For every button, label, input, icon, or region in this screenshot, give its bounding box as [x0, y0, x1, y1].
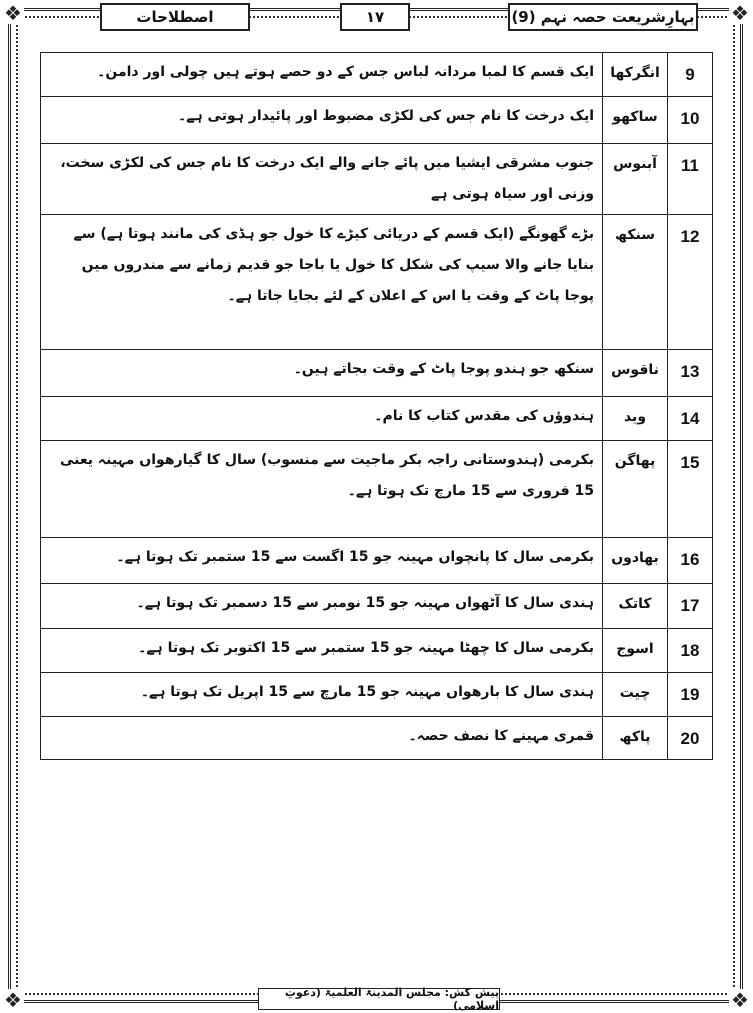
definition-cell: ہندوؤں کی مقدس کتاب کا نام۔ [41, 397, 603, 441]
table-row [41, 629, 713, 673]
row-number: 12 [668, 215, 713, 350]
table-row [41, 144, 713, 215]
table-row [41, 97, 713, 144]
term-cell: پاکھ [603, 717, 668, 760]
definition-cell: جنوب مشرقی ایشیا میں پائے جانے والے ایک درخت کا نام جس کی لکڑی سخت، وزنی اور سیاہ ہوتی ہے [41, 144, 603, 215]
definition-cell: ہندی سال کا آٹھواں مہینہ جو 15 نومبر سے 15 دسمبر تک ہوتا ہے۔ [41, 584, 603, 629]
row-number: 15 [668, 441, 713, 538]
row-number: 9 [668, 53, 713, 97]
table-row [41, 441, 713, 538]
ornament-corner-icon: ❖ [2, 989, 24, 1011]
table-row [41, 673, 713, 717]
ornament-corner-icon: ❖ [729, 2, 751, 24]
section-title: اصطلاحات [100, 3, 250, 31]
page-number: ۱۷ [340, 3, 410, 31]
table-row [41, 53, 713, 97]
row-number: 20 [668, 717, 713, 760]
table-row [41, 538, 713, 584]
term-cell: پھاگن [603, 441, 668, 538]
row-number: 19 [668, 673, 713, 717]
publisher-footer: پیش کش: مجلس المدینۃ العلمیۃ (دعوتِ اسلامی) [258, 988, 500, 1010]
row-number: 10 [668, 97, 713, 144]
term-cell: ناقوس [603, 350, 668, 397]
glossary-table [40, 52, 713, 760]
table-row [41, 350, 713, 397]
ornament-corner-icon: ❖ [2, 2, 24, 24]
definition-cell: ہندی سال کا بارھواں مہینہ جو 15 مارچ سے 15 اپریل تک ہوتا ہے۔ [41, 673, 603, 717]
definition-cell: بکرمی سال کا چھٹا مہینہ جو 15 ستمبر سے 15 اکتوبر تک ہوتا ہے۔ [41, 629, 603, 673]
table-row [41, 717, 713, 760]
row-number: 11 [668, 144, 713, 215]
table-row [41, 215, 713, 350]
definition-cell: ایک درخت کا نام جس کی لکڑی مضبوط اور پائیدار ہوتی ہے۔ [41, 97, 603, 144]
term-cell: وید [603, 397, 668, 441]
term-cell: کاتک [603, 584, 668, 629]
ornament-corner-icon: ❖ [729, 989, 751, 1011]
row-number: 18 [668, 629, 713, 673]
row-number: 16 [668, 538, 713, 584]
term-cell: چیت [603, 673, 668, 717]
definition-cell: بڑے گھونگے (ایک قسم کے دریائی کیڑے کا خول جو ہڈی کی مانند ہوتا ہے) سے بنایا جانے والا سیپ کی شکل کا خول یا باجا جو قدیم زمانے سے مندروں میں پوجا پاٹ کے وقت یا اس کے اعلان کے لئے بجایا جاتا ہے۔ [41, 215, 603, 350]
book-title: بہارِشریعت حصہ نہم (9) [508, 3, 698, 31]
table-row [41, 397, 713, 441]
term-cell: انگرکھا [603, 53, 668, 97]
term-cell: آبنوس [603, 144, 668, 215]
term-cell: بھادوں [603, 538, 668, 584]
definition-cell: بکرمی سال کا پانچواں مہینہ جو 15 اگست سے 15 ستمبر تک ہوتا ہے۔ [41, 538, 603, 584]
term-cell: سنکھ [603, 215, 668, 350]
row-number: 17 [668, 584, 713, 629]
row-number: 14 [668, 397, 713, 441]
definition-cell: ایک قسم کا لمبا مردانہ لباس جس کے دو حصے ہوتے ہیں چولی اور دامن۔ [41, 53, 603, 97]
term-cell: ساکھو [603, 97, 668, 144]
term-cell: اسوج [603, 629, 668, 673]
definition-cell: بکرمی (ہندوستانی راجہ بکر ماجیت سے منسوب) سال کا گیارھواں مہینہ یعنی 15 فروری سے 15 مارچ تک ہوتا ہے۔ [41, 441, 603, 538]
table-row [41, 584, 713, 629]
definition-cell: قمری مہینے کا نصف حصہ۔ [41, 717, 603, 760]
definition-cell: سنکھ جو ہندو پوجا پاٹ کے وقت بجاتے ہیں۔ [41, 350, 603, 397]
row-number: 13 [668, 350, 713, 397]
